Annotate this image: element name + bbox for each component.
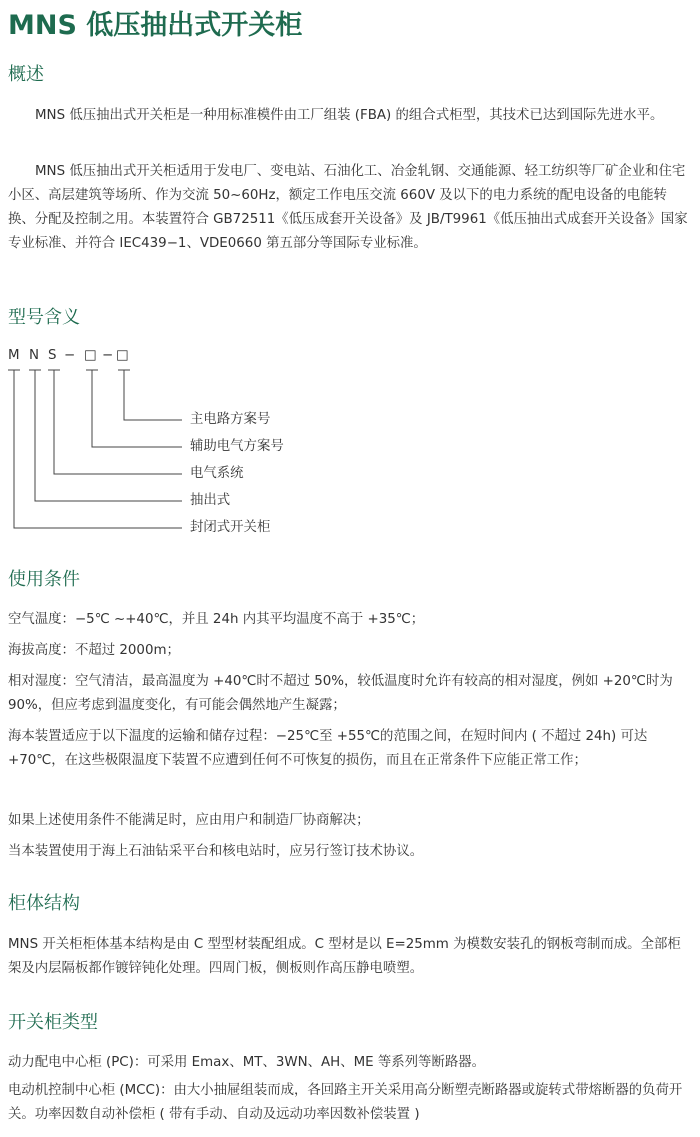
condition-item: 海本装置适应于以下温度的运输和储存过程：−25℃至 +55℃的范围之间，在短时间内 ( 不超过 24h) 可达 +70℃，在这些极限温度下装置不应遭到任何不可恢复的损伤，而且在正常条件下应能正常工作；	[8, 729, 648, 768]
legend-aux-electrical: 辅助电气方案号	[190, 439, 284, 454]
condition-item: 如果上述使用条件不能满足时，应由用户和制造厂协商解决；	[8, 813, 370, 828]
legend-main-circuit: 主电路方案号	[190, 412, 271, 427]
overview-paragraph-1: MNS 低压抽出式开关柜是一种用标准模件由工厂组装 (FBA) 的组合式柜型，其技术已达到国际先进水平。	[35, 108, 664, 123]
condition-item: 当本装置使用于海上石油钻采平台和核电站时，应另行签订技术协议。	[8, 844, 424, 859]
structure-paragraph: MNS 开关柜柜体基本结构是由 C 型型材装配组成。C 型材是以 E=25mm 为模数安装孔的钢板弯制而成。全部柜架及内层隔板都作镀锌钝化处理。四周门板，侧板则作高压静电喷塑。	[8, 937, 681, 976]
legend-enclosed-switchgear: 封闭式开关柜	[190, 520, 271, 535]
legend-electrical-system: 电气系统	[190, 466, 244, 481]
code-dash-1: −	[64, 348, 76, 363]
types-heading: 开关柜类型	[8, 1012, 98, 1033]
structure-heading: 柜体结构	[8, 893, 80, 914]
condition-item: 空气温度：−5℃ ~+40℃，并且 24h 内其平均温度不高于 +35℃；	[8, 612, 425, 627]
conditions-heading: 使用条件	[8, 569, 80, 590]
page-title: MNS 低压抽出式开关柜	[8, 10, 303, 41]
code-letter-n: N	[29, 348, 40, 363]
overview-heading: 概述	[8, 64, 44, 85]
condition-item: 海拔高度：不超过 2000m；	[8, 643, 180, 658]
code-box-1: □	[84, 348, 97, 363]
legend-withdrawable: 抽出式	[190, 493, 231, 508]
code-dash-2: −	[102, 348, 114, 363]
code-box-2: □	[116, 348, 129, 363]
type-item: 电动机控制中心柜 (MCC)：由大小抽屉组装而成，各回路主开关采用高分断塑壳断路器或旋转式带熔断器的负荷开关。功率因数自动补偿柜 ( 带有手动、自动及远动功率因数补偿装置 )	[8, 1083, 683, 1122]
overview-paragraph-2: MNS 低压抽出式开关柜适用于发电厂、变电站、石油化工、冶金轧钢、交通能源、轻工纺织等厂矿企业和住宅小区、高层建筑等场所、作为交流 50~60Hz，额定工作电压交流 660V 及以下的电力系统的配电设备的电能转换、分配及控制之用。本装置符合 GB72511《低压成套开关设备》及 JB/T9961《低压抽出式成套开关设备》国家专业标准、并符合 IEC439−1、VDE0660 第五部分等国际专业标准。	[8, 164, 688, 251]
condition-item: 相对湿度：空气清洁，最高温度为 +40℃时不超过 50%，较低温度时允许有较高的相对湿度，例如 +20℃时为 90%，但应考虑到温度变化，有可能会偶然地产生凝露；	[8, 674, 673, 713]
model-heading: 型号含义	[8, 307, 80, 328]
type-item: 动力配电中心柜 (PC)：可采用 Emax、MT、3WN、AH、ME 等系列等断路器。	[8, 1055, 486, 1070]
model-code-diagram	[0, 340, 400, 550]
code-letter-s: S	[48, 348, 57, 363]
code-letter-m: M	[8, 348, 20, 363]
